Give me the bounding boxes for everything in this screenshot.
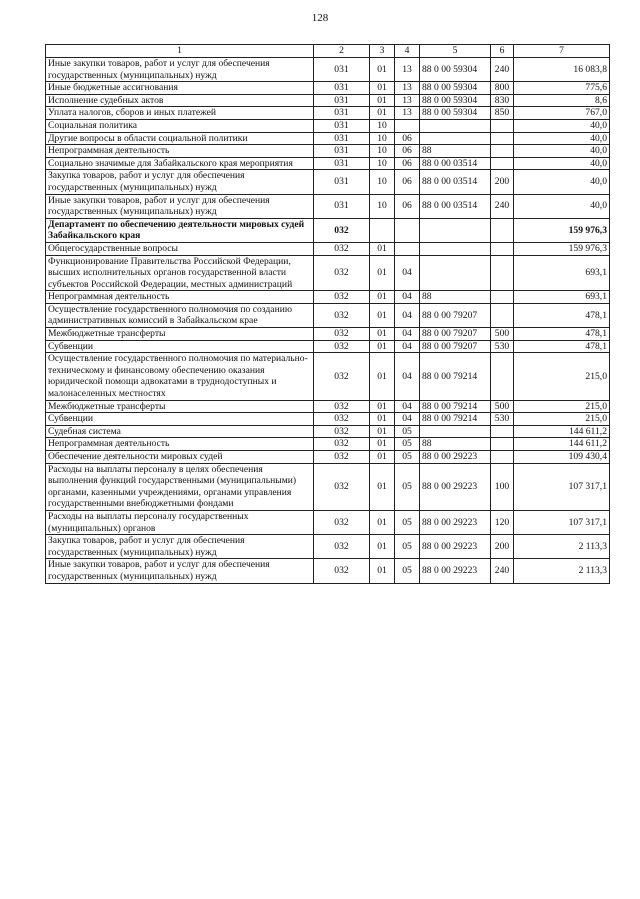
subsection-code-cell <box>395 119 420 132</box>
column-header: 1 <box>46 45 314 58</box>
target-item-code-cell <box>420 242 491 255</box>
table-row <box>46 340 610 353</box>
target-item-code-cell: 88 0 00 29223 <box>420 451 491 464</box>
section-code-cell: 10 <box>370 145 395 158</box>
section-code-cell: 01 <box>370 107 395 120</box>
subsection-code-cell: 05 <box>395 510 420 534</box>
subsection-code-cell: 06 <box>395 157 420 170</box>
amount-cell: 107 317,1 <box>514 463 610 510</box>
ministry-code-cell: 031 <box>314 58 370 82</box>
table-row <box>46 107 610 120</box>
ministry-code-cell: 032 <box>314 463 370 510</box>
target-item-code-cell: 88 0 00 59304 <box>420 94 491 107</box>
amount-cell: 215,0 <box>514 400 610 413</box>
target-item-code-cell: 88 0 00 79214 <box>420 400 491 413</box>
table-row <box>46 291 610 304</box>
target-item-code-cell: 88 0 00 59304 <box>420 107 491 120</box>
row-name-cell: Иные бюджетные ассигнования <box>46 82 314 95</box>
section-code-cell: 01 <box>370 82 395 95</box>
section-code-cell: 01 <box>370 58 395 82</box>
column-header: 3 <box>370 45 395 58</box>
header-row <box>46 45 610 58</box>
amount-cell: 40,0 <box>514 119 610 132</box>
expense-type-code-cell <box>491 291 514 304</box>
table-row <box>46 425 610 438</box>
ministry-code-cell: 031 <box>314 170 370 194</box>
row-name-cell: Закупка товаров, работ и услуг для обеспечения государственных (муниципальных) нужд <box>46 535 314 559</box>
expense-type-code-cell <box>491 242 514 255</box>
table-row <box>46 170 610 194</box>
table-row <box>46 328 610 341</box>
row-name-cell: Осуществление государственного полномочия по созданию административных комиссий в Забайкальском крае <box>46 303 314 327</box>
subsection-code-cell: 05 <box>395 463 420 510</box>
ministry-code-cell: 031 <box>314 194 370 218</box>
amount-cell: 478,1 <box>514 340 610 353</box>
amount-cell: 159 976,3 <box>514 218 610 242</box>
section-code-cell: 01 <box>370 340 395 353</box>
section-code-cell: 10 <box>370 132 395 145</box>
section-code-cell: 10 <box>370 157 395 170</box>
ministry-code-cell: 031 <box>314 132 370 145</box>
row-name-cell: Судебная система <box>46 425 314 438</box>
target-item-code-cell: 88 0 00 59304 <box>420 82 491 95</box>
subsection-code-cell: 06 <box>395 132 420 145</box>
row-name-cell: Уплата налогов, сборов и иных платежей <box>46 107 314 120</box>
table-row <box>46 400 610 413</box>
table-row <box>46 255 610 291</box>
table-row <box>46 303 610 327</box>
subsection-code-cell: 05 <box>395 425 420 438</box>
section-code-cell: 01 <box>370 559 395 583</box>
expense-type-code-cell <box>491 145 514 158</box>
ministry-code-cell: 031 <box>314 145 370 158</box>
row-name-cell: Непрограммная деятельность <box>46 291 314 304</box>
ministry-code-cell: 032 <box>314 400 370 413</box>
row-name-cell: Иные закупки товаров, работ и услуг для обеспечения государственных (муниципальных) нужд <box>46 194 314 218</box>
table-row <box>46 559 610 583</box>
subsection-code-cell: 06 <box>395 170 420 194</box>
amount-cell: 478,1 <box>514 303 610 327</box>
page-number: 128 <box>311 12 329 24</box>
ministry-code-cell: 032 <box>314 255 370 291</box>
subsection-code-cell: 04 <box>395 291 420 304</box>
target-item-code-cell: 88 0 00 59304 <box>420 58 491 82</box>
table-body <box>46 58 610 584</box>
ministry-code-cell: 031 <box>314 107 370 120</box>
ministry-code-cell: 032 <box>314 340 370 353</box>
expense-type-code-cell <box>491 303 514 327</box>
section-code-cell: 01 <box>370 353 395 400</box>
subsection-code-cell: 04 <box>395 303 420 327</box>
ministry-code-cell: 031 <box>314 94 370 107</box>
amount-cell: 144 611,2 <box>514 425 610 438</box>
row-name-cell: Социальная политика <box>46 119 314 132</box>
section-code-cell <box>370 218 395 242</box>
subsection-code-cell: 05 <box>395 559 420 583</box>
section-code-cell: 01 <box>370 291 395 304</box>
section-code-cell: 01 <box>370 413 395 426</box>
amount-cell: 107 317,1 <box>514 510 610 534</box>
subsection-code-cell: 13 <box>395 82 420 95</box>
section-code-cell: 01 <box>370 255 395 291</box>
amount-cell: 144 611,2 <box>514 438 610 451</box>
expense-type-code-cell: 240 <box>491 559 514 583</box>
table-row <box>46 535 610 559</box>
column-header: 5 <box>420 45 491 58</box>
table-row <box>46 58 610 82</box>
expense-type-code-cell <box>491 353 514 400</box>
table-row <box>46 438 610 451</box>
target-item-code-cell <box>420 255 491 291</box>
section-code-cell: 01 <box>370 510 395 534</box>
ministry-code-cell: 032 <box>314 413 370 426</box>
table-row <box>46 119 610 132</box>
subsection-code-cell <box>395 242 420 255</box>
ministry-code-cell: 032 <box>314 438 370 451</box>
row-name-cell: Социально значимые для Забайкальского края мероприятия <box>46 157 314 170</box>
subsection-code-cell: 04 <box>395 353 420 400</box>
expense-type-code-cell <box>491 157 514 170</box>
amount-cell: 40,0 <box>514 145 610 158</box>
amount-cell: 40,0 <box>514 132 610 145</box>
amount-cell: 2 113,3 <box>514 535 610 559</box>
row-name-cell: Функционирование Правительства Российской Федерации, высших исполнительных органов государственной власти субъектов Российской Федерации, местных администраций <box>46 255 314 291</box>
expense-type-code-cell: 240 <box>491 58 514 82</box>
amount-cell: 159 976,3 <box>514 242 610 255</box>
amount-cell: 775,6 <box>514 82 610 95</box>
row-name-cell: Субвенции <box>46 413 314 426</box>
target-item-code-cell: 88 0 00 29223 <box>420 559 491 583</box>
expense-type-code-cell: 120 <box>491 510 514 534</box>
expense-type-code-cell <box>491 255 514 291</box>
amount-cell: 478,1 <box>514 328 610 341</box>
expense-type-code-cell <box>491 451 514 464</box>
row-name-cell: Закупка товаров, работ и услуг для обеспечения государственных (муниципальных) нужд <box>46 170 314 194</box>
section-code-cell: 01 <box>370 328 395 341</box>
ministry-code-cell: 032 <box>314 218 370 242</box>
table-row <box>46 510 610 534</box>
row-name-cell: Межбюджетные трансферты <box>46 328 314 341</box>
expense-type-code-cell: 500 <box>491 400 514 413</box>
row-name-cell: Общегосударственные вопросы <box>46 242 314 255</box>
row-name-cell: Межбюджетные трансферты <box>46 400 314 413</box>
section-code-cell: 01 <box>370 303 395 327</box>
expense-type-code-cell: 530 <box>491 340 514 353</box>
table-row <box>46 157 610 170</box>
table-row <box>46 145 610 158</box>
section-code-cell: 01 <box>370 242 395 255</box>
table-row <box>46 353 610 400</box>
row-name-cell: Субвенции <box>46 340 314 353</box>
amount-cell: 109 430,4 <box>514 451 610 464</box>
amount-cell: 693,1 <box>514 291 610 304</box>
ministry-code-cell: 032 <box>314 328 370 341</box>
row-name-cell: Департамент по обеспечению деятельности мировых судей Забайкальского края <box>46 218 314 242</box>
row-name-cell: Осуществление государственного полномочия по материально-техническому и финансовому обеспечению оказания юридической помощи адвокатами в труднодоступных и малонаселенных местностях <box>46 353 314 400</box>
ministry-code-cell: 032 <box>314 535 370 559</box>
target-item-code-cell: 88 0 00 79214 <box>420 413 491 426</box>
budget-table <box>45 44 610 584</box>
amount-cell: 16 083,8 <box>514 58 610 82</box>
subsection-code-cell: 04 <box>395 400 420 413</box>
expense-type-code-cell: 100 <box>491 463 514 510</box>
amount-cell: 8,6 <box>514 94 610 107</box>
subsection-code-cell: 06 <box>395 145 420 158</box>
subsection-code-cell: 04 <box>395 328 420 341</box>
section-code-cell: 01 <box>370 438 395 451</box>
expense-type-code-cell: 200 <box>491 170 514 194</box>
subsection-code-cell: 13 <box>395 94 420 107</box>
table-row <box>46 242 610 255</box>
ministry-code-cell: 032 <box>314 559 370 583</box>
subsection-code-cell: 13 <box>395 58 420 82</box>
amount-cell: 40,0 <box>514 194 610 218</box>
target-item-code-cell: 88 0 00 03514 <box>420 194 491 218</box>
table-row <box>46 132 610 145</box>
expense-type-code-cell: 850 <box>491 107 514 120</box>
expense-type-code-cell: 240 <box>491 194 514 218</box>
column-header: 7 <box>514 45 610 58</box>
row-name-cell: Непрограммная деятельность <box>46 438 314 451</box>
table-row <box>46 194 610 218</box>
subsection-code-cell: 05 <box>395 451 420 464</box>
target-item-code-cell: 88 0 00 29223 <box>420 535 491 559</box>
expense-type-code-cell <box>491 425 514 438</box>
amount-cell: 693,1 <box>514 255 610 291</box>
amount-cell: 215,0 <box>514 413 610 426</box>
subsection-code-cell <box>395 218 420 242</box>
target-item-code-cell <box>420 119 491 132</box>
row-name-cell: Иные закупки товаров, работ и услуг для обеспечения государственных (муниципальных) нужд <box>46 58 314 82</box>
target-item-code-cell: 88 0 00 29223 <box>420 463 491 510</box>
ministry-code-cell: 032 <box>314 303 370 327</box>
table-row <box>46 413 610 426</box>
target-item-code-cell: 88 0 00 79207 <box>420 328 491 341</box>
table-row <box>46 451 610 464</box>
table-row <box>46 94 610 107</box>
row-name-cell: Расходы на выплаты персоналу в целях обеспечения выполнения функций государственными (муниципальными) органами, казенными учреждениями, органами управления государственными внебюджетными фондами <box>46 463 314 510</box>
section-code-cell: 01 <box>370 94 395 107</box>
section-code-cell: 01 <box>370 463 395 510</box>
section-code-cell: 01 <box>370 425 395 438</box>
subsection-code-cell: 05 <box>395 438 420 451</box>
row-name-cell: Иные закупки товаров, работ и услуг для обеспечения государственных (муниципальных) нужд <box>46 559 314 583</box>
row-name-cell: Другие вопросы в области социальной политики <box>46 132 314 145</box>
amount-cell: 2 113,3 <box>514 559 610 583</box>
column-header: 6 <box>491 45 514 58</box>
ministry-code-cell: 032 <box>314 242 370 255</box>
table-row <box>46 82 610 95</box>
subsection-code-cell: 13 <box>395 107 420 120</box>
target-item-code-cell: 88 <box>420 145 491 158</box>
section-code-cell: 01 <box>370 451 395 464</box>
section-code-cell: 10 <box>370 119 395 132</box>
target-item-code-cell: 88 0 00 79207 <box>420 303 491 327</box>
row-name-cell: Расходы на выплаты персоналу государственных (муниципальных) органов <box>46 510 314 534</box>
row-name-cell: Исполнение судебных актов <box>46 94 314 107</box>
amount-cell: 215,0 <box>514 353 610 400</box>
ministry-code-cell: 032 <box>314 425 370 438</box>
table-row <box>46 463 610 510</box>
subsection-code-cell: 04 <box>395 340 420 353</box>
section-code-cell: 10 <box>370 170 395 194</box>
table-row <box>46 218 610 242</box>
expense-type-code-cell: 530 <box>491 413 514 426</box>
target-item-code-cell: 88 0 00 03514 <box>420 170 491 194</box>
expense-type-code-cell <box>491 119 514 132</box>
column-header: 4 <box>395 45 420 58</box>
ministry-code-cell: 032 <box>314 291 370 304</box>
subsection-code-cell: 04 <box>395 255 420 291</box>
section-code-cell: 10 <box>370 194 395 218</box>
section-code-cell: 01 <box>370 535 395 559</box>
ministry-code-cell: 031 <box>314 82 370 95</box>
target-item-code-cell: 88 0 00 29223 <box>420 510 491 534</box>
target-item-code-cell: 88 <box>420 438 491 451</box>
ministry-code-cell: 031 <box>314 157 370 170</box>
expense-type-code-cell: 500 <box>491 328 514 341</box>
target-item-code-cell <box>420 425 491 438</box>
subsection-code-cell: 06 <box>395 194 420 218</box>
amount-cell: 767,0 <box>514 107 610 120</box>
target-item-code-cell <box>420 132 491 145</box>
expense-type-code-cell <box>491 438 514 451</box>
expense-type-code-cell: 830 <box>491 94 514 107</box>
ministry-code-cell: 032 <box>314 451 370 464</box>
column-header: 2 <box>314 45 370 58</box>
ministry-code-cell: 031 <box>314 119 370 132</box>
subsection-code-cell: 04 <box>395 413 420 426</box>
expense-type-code-cell <box>491 132 514 145</box>
row-name-cell: Обеспечение деятельности мировых судей <box>46 451 314 464</box>
section-code-cell: 01 <box>370 400 395 413</box>
amount-cell: 40,0 <box>514 170 610 194</box>
ministry-code-cell: 032 <box>314 353 370 400</box>
expense-type-code-cell: 800 <box>491 82 514 95</box>
target-item-code-cell: 88 0 00 79207 <box>420 340 491 353</box>
ministry-code-cell: 032 <box>314 510 370 534</box>
amount-cell: 40,0 <box>514 157 610 170</box>
subsection-code-cell: 05 <box>395 535 420 559</box>
row-name-cell: Непрограммная деятельность <box>46 145 314 158</box>
target-item-code-cell: 88 <box>420 291 491 304</box>
target-item-code-cell: 88 0 00 03514 <box>420 157 491 170</box>
target-item-code-cell: 88 0 00 79214 <box>420 353 491 400</box>
target-item-code-cell <box>420 218 491 242</box>
expense-type-code-cell <box>491 218 514 242</box>
expense-type-code-cell: 200 <box>491 535 514 559</box>
